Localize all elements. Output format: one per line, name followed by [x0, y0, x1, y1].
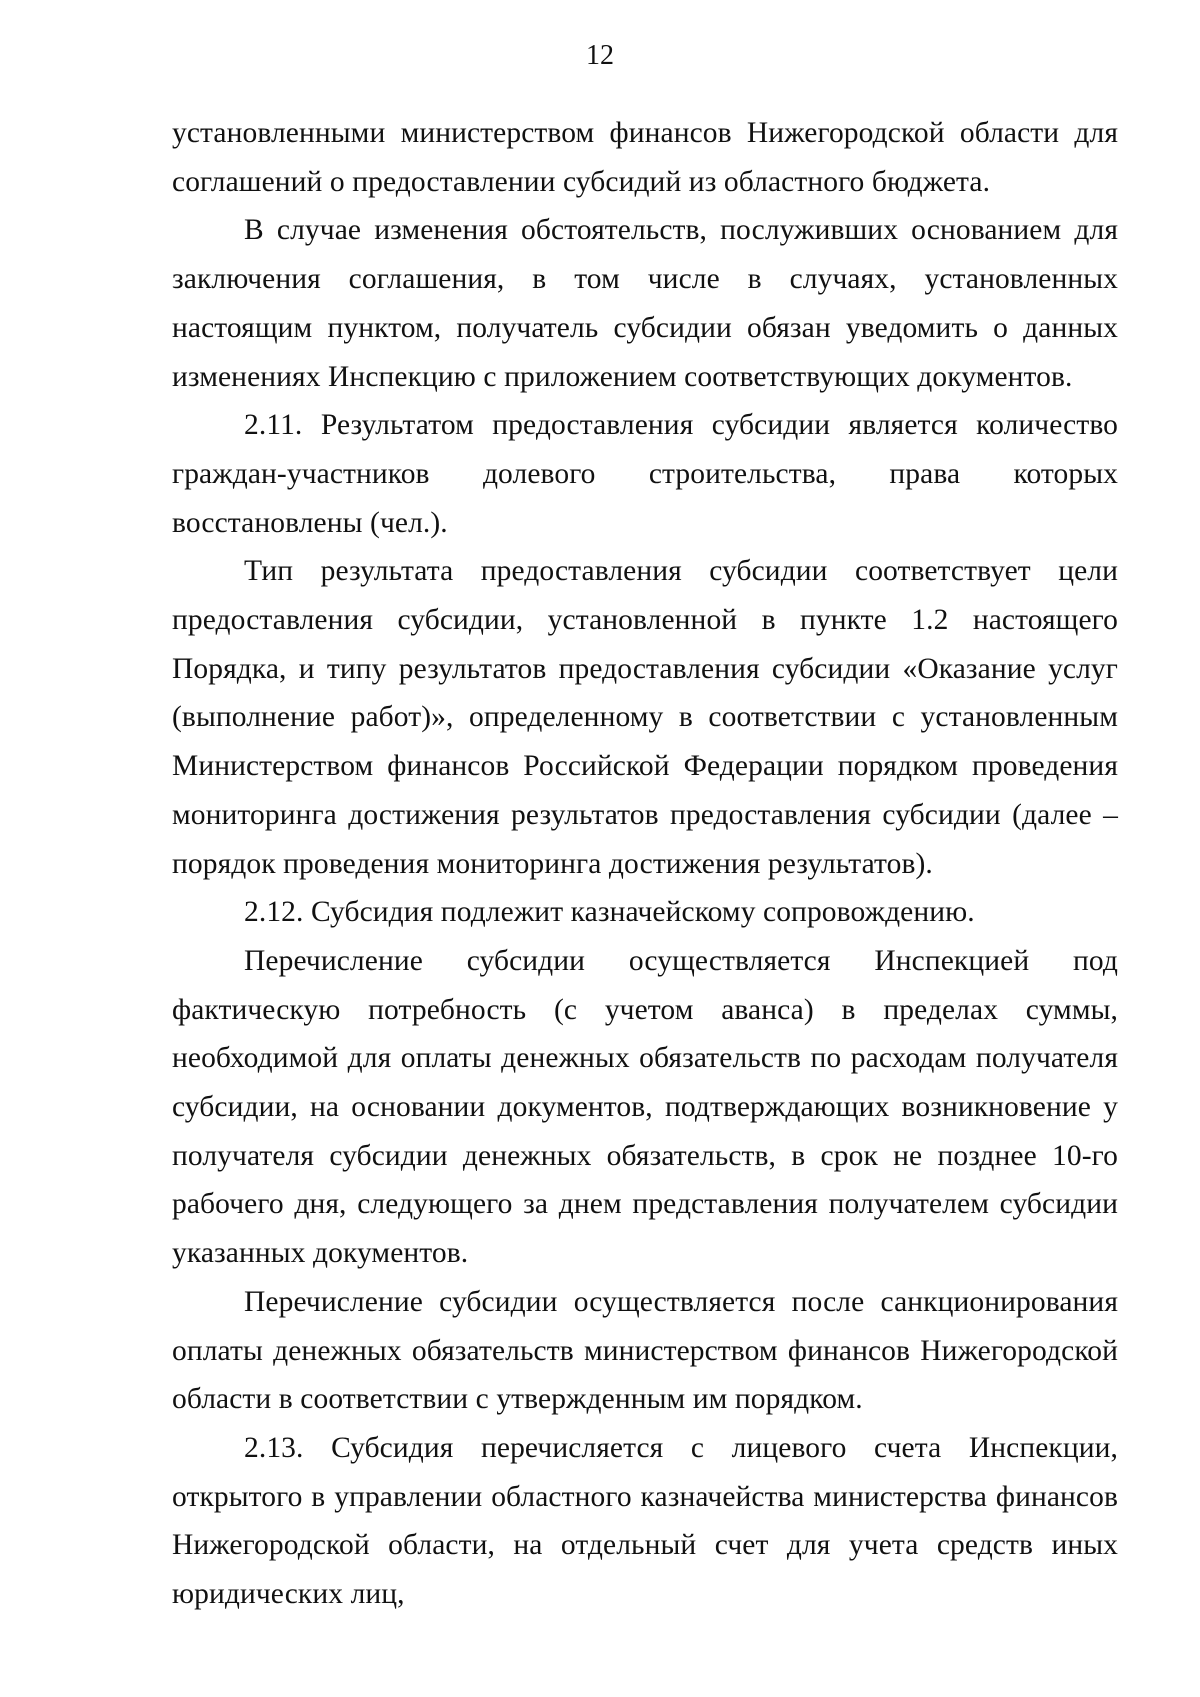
paragraph-2-13-account: 2.13. Субсидия перечисляется с лицевого счета Инспекции, открытого в управлении областного казначейства министерства финансов Нижегородской области, на отдельный счет для учета средств иных юридических лиц,: [172, 1431, 1118, 1611]
paragraph-2-11-result: 2.11. Результатом предоставления субсидии является количество граждан-участников долевого строительства, права которых восстановлены (чел.).: [172, 409, 1118, 539]
paragraph-2-12-treasury: 2.12. Субсидия подлежит казначейскому сопровождению.: [244, 896, 975, 929]
page-number: 12: [586, 40, 614, 71]
paragraph-circumstances-change: В случае изменения обстоятельств, послуживших основанием для заключения соглашения, в том числе в случаях, установленных настоящим пунктом, получатель субсидии обязан уведомить о данных изменениях Инспекцию с приложением соответствующих документов.: [172, 214, 1118, 393]
paragraph-transfer-actual-need: Перечисление субсидии осуществляется Инспекцией под фактическую потребность (с учетом аванса) в пределах суммы, необходимой для оплаты денежных обязательств по расходам получателя субсидии, на основании документов, подтверждающих возникновение у получателя субсидии денежных обязательств, в срок не позднее 10-го рабочего дня, следующего за днем представления получателем субсидии указанных документов.: [172, 944, 1118, 1270]
paragraph-continuation: установленными министерством финансов Нижегородской области для соглашений о предоставлении субсидий из областного бюджета.: [172, 117, 1118, 198]
paragraph-transfer-sanction: Перечисление субсидии осуществляется после санкционирования оплаты денежных обязательств министерством финансов Нижегородской области в соответствии с утвержденным им порядком.: [172, 1285, 1118, 1416]
document-body: [172, 109, 1118, 1619]
paragraph-result-type: Тип результата предоставления субсидии соответствует цели предоставления субсидии, установленной в пункте 1.2 настоящего Порядка, и типу результатов предоставления субсидии «Оказание услуг (выполнение работ)», определенному в соответствии с установленным Министерством финансов Российской Федерации порядком проведения мониторинга достижения результатов предоставления субсидии (далее – порядок проведения мониторинга достижения результатов).: [172, 555, 1118, 880]
